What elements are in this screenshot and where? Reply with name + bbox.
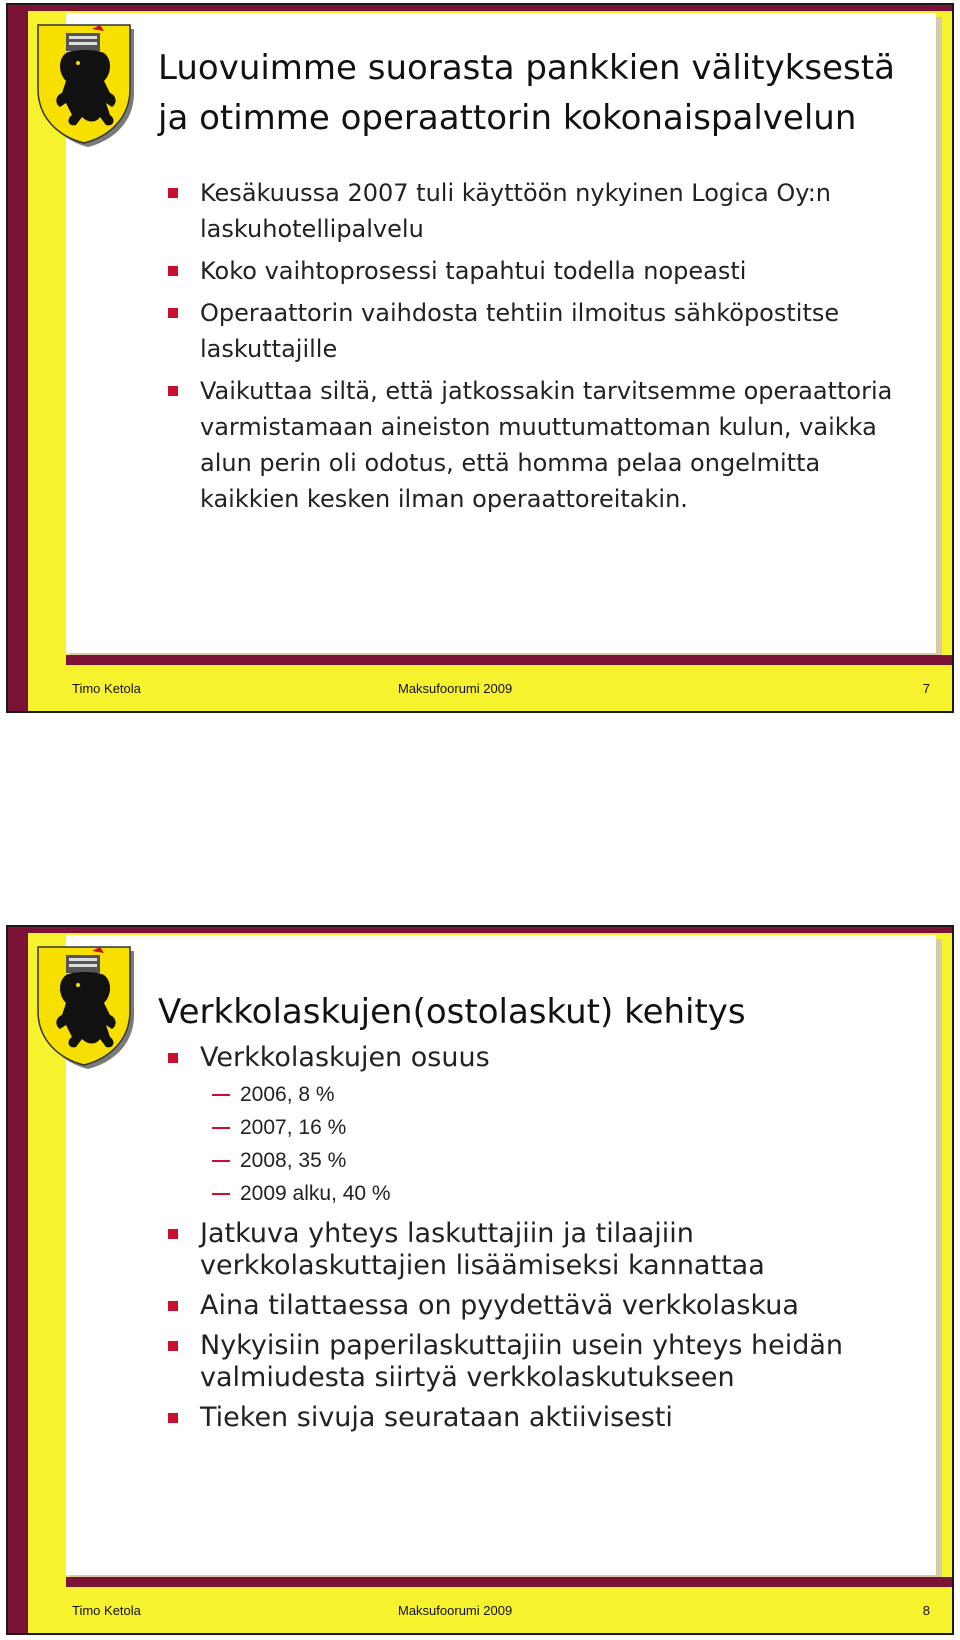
list-item [158, 1290, 898, 1322]
footer-author: Timo Ketola [72, 1603, 141, 1618]
bullet-list [158, 175, 898, 523]
bullet-text: Operaattorin vaihdosta tehtiin ilmoitus sähköpostitse laskuttajille [200, 299, 840, 363]
dash-bullet-icon [212, 1160, 230, 1162]
slide-7 [6, 3, 954, 713]
bullet-list [158, 1042, 898, 1442]
footer-event: Maksufoorumi 2009 [398, 681, 513, 696]
footer-event: Maksufoorumi 2009 [398, 1603, 513, 1618]
bullet-text: Vaikuttaa siltä, että jatkossakin tarvitsemme operaattoria varmistamaan aineiston muuttumattoman kulun, vaikka alun perin oli odotus, että homma pelaa ongelmitta kaikkien kesken ilman operaattoreitakin. [200, 377, 893, 513]
sub-item-text: 2007, 16 % [240, 1116, 347, 1139]
list-item [158, 373, 898, 517]
bullet-square-icon [168, 188, 178, 198]
bullet-text: Nykyisiin paperilaskuttajiin usein yhteys heidän valmiudesta siirtyä verkkolaskutukseen [200, 1330, 844, 1393]
slide-title: Verkkolaskujen(ostolaskut) kehitys [158, 992, 746, 1032]
bullet-text: Jatkuva yhteys laskuttajiin ja tilaajiin verkkolaskuttajien lisäämiseksi kannattaa [200, 1218, 765, 1281]
list-item [158, 1218, 898, 1282]
bullet-square-icon [168, 386, 178, 396]
slide-footer [8, 667, 952, 707]
coat-of-arms-bear-icon [36, 945, 146, 1073]
bullet-square-icon [168, 1053, 178, 1063]
coat-of-arms-bear-icon [36, 23, 146, 151]
sub-item-text: 2008, 35 % [240, 1149, 347, 1172]
sub-item-text: 2006, 8 % [240, 1083, 335, 1106]
sub-list [200, 1078, 898, 1210]
dash-bullet-icon [212, 1127, 230, 1129]
bullet-square-icon [168, 1341, 178, 1351]
list-item [158, 1402, 898, 1434]
slide-title: Luovuimme suorasta pankkien välityksestä ja otimme operaattorin kokonaispalvelun [158, 48, 895, 138]
bullet-square-icon [168, 1413, 178, 1423]
list-item [158, 1330, 898, 1394]
sub-item-text: 2009 alku, 40 % [240, 1182, 391, 1205]
bullet-square-icon [168, 308, 178, 318]
footer-page-number: 8 [922, 1603, 930, 1618]
slide-accent-bottom [66, 1577, 952, 1587]
slide-accent-top [8, 5, 952, 11]
bullet-text: Aina tilattaessa on pyydettävä verkkolaskua [200, 1290, 799, 1321]
list-item [158, 175, 898, 247]
list-item [158, 253, 898, 289]
bullet-square-icon [168, 1301, 178, 1311]
slide-footer [8, 1589, 952, 1629]
bullet-text: Koko vaihtoprosessi tapahtui todella nopeasti [200, 257, 747, 285]
dash-bullet-icon [212, 1193, 230, 1195]
sub-list-item [200, 1111, 898, 1144]
bullet-text: Tieken sivuja seurataan aktiivisesti [200, 1402, 673, 1433]
bullet-text: Kesäkuussa 2007 tuli käyttöön nykyinen Logica Oy:n laskuhotellipalvelu [200, 179, 832, 243]
bullet-square-icon [168, 266, 178, 276]
dash-bullet-icon [212, 1094, 230, 1096]
sub-list-item [200, 1144, 898, 1177]
footer-page-number: 7 [922, 681, 930, 696]
sub-list-item [200, 1078, 898, 1111]
bullet-text: Verkkolaskujen osuus [200, 1042, 490, 1073]
slide-accent-left [8, 5, 28, 711]
sub-list-item [200, 1177, 898, 1210]
list-item [158, 295, 898, 367]
slide-accent-top [8, 927, 952, 933]
slide-accent-bottom [66, 655, 952, 665]
list-item [158, 1042, 898, 1210]
slide-8 [6, 925, 954, 1635]
slide-accent-left [8, 927, 28, 1633]
bullet-square-icon [168, 1229, 178, 1239]
footer-author: Timo Ketola [72, 681, 141, 696]
